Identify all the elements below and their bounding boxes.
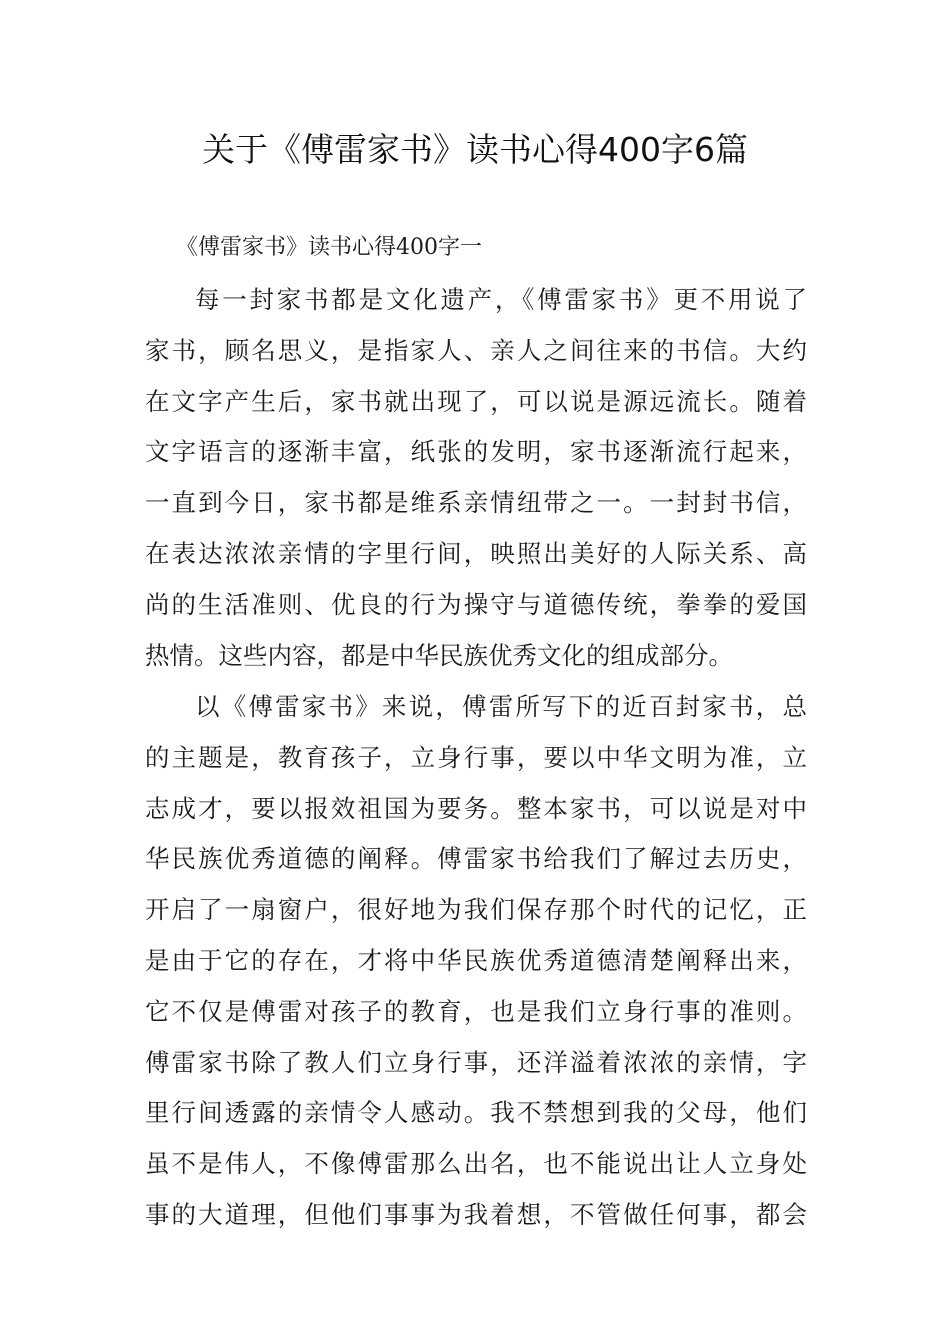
paragraph-line: 里行间透露的亲情令人感动。我不禁想到我的父母，他们 [145, 1098, 807, 1128]
paragraph-2 [145, 682, 807, 1241]
document-title: 关于《傅雷家书》读书心得400字6篇 [202, 130, 748, 169]
paragraph-line: 的主题是，教育孩子，立身行事，要以中华文明为准，立 [145, 742, 807, 772]
paragraph-line: 在文字产生后，家书就出现了，可以说是源远流长。随着 [145, 386, 807, 416]
paragraph-line: 它不仅是傅雷对孩子的教育，也是我们立身行事的准则。 [145, 996, 807, 1026]
paragraph-line: 在表达浓浓亲情的字里行间，映照出美好的人际关系、高 [145, 538, 807, 568]
paragraph-line: 一直到今日，家书都是维系亲情纽带之一。一封封书信， [145, 488, 807, 518]
paragraph-line: 热情。这些内容，都是中华民族优秀文化的组成部分。 [145, 640, 733, 670]
paragraph-line: 志成才，要以报效祖国为要务。整本家书，可以说是对中 [145, 793, 807, 823]
paragraph-line: 是由于它的存在，才将中华民族优秀道德清楚阐释出来， [145, 945, 807, 975]
paragraph-line: 每一封家书都是文化遗产，《傅雷家书》更不用说了 [195, 285, 807, 314]
paragraph-line: 家书，顾名思义，是指家人、亲人之间往来的书信。大约 [145, 335, 807, 365]
paragraph-line: 以《傅雷家书》来说，傅雷所写下的近百封家书，总 [195, 692, 807, 721]
paragraph-line: 虽不是伟人，不像傅雷那么出名，也不能说出让人立身处 [145, 1149, 807, 1179]
section-heading: 《傅雷家书》读书心得400字一 [176, 235, 482, 260]
paragraph-line: 华民族优秀道德的阐释。傅雷家书给我们了解过去历史， [145, 844, 807, 874]
paragraph-1 [145, 275, 807, 681]
paragraph-line: 事的大道理，但他们事事为我着想，不管做任何事，都会 [145, 1199, 807, 1229]
paragraph-line: 开启了一扇窗户，很好地为我们保存那个时代的记忆，正 [145, 895, 807, 925]
paragraph-line: 傅雷家书除了教人们立身行事，还洋溢着浓浓的亲情，字 [145, 1047, 807, 1077]
paragraph-line: 文字语言的逐渐丰富，纸张的发明，家书逐渐流行起来， [145, 437, 807, 467]
paragraph-line: 尚的生活准则、优良的行为操守与道德传统，拳拳的爱国 [145, 589, 807, 619]
